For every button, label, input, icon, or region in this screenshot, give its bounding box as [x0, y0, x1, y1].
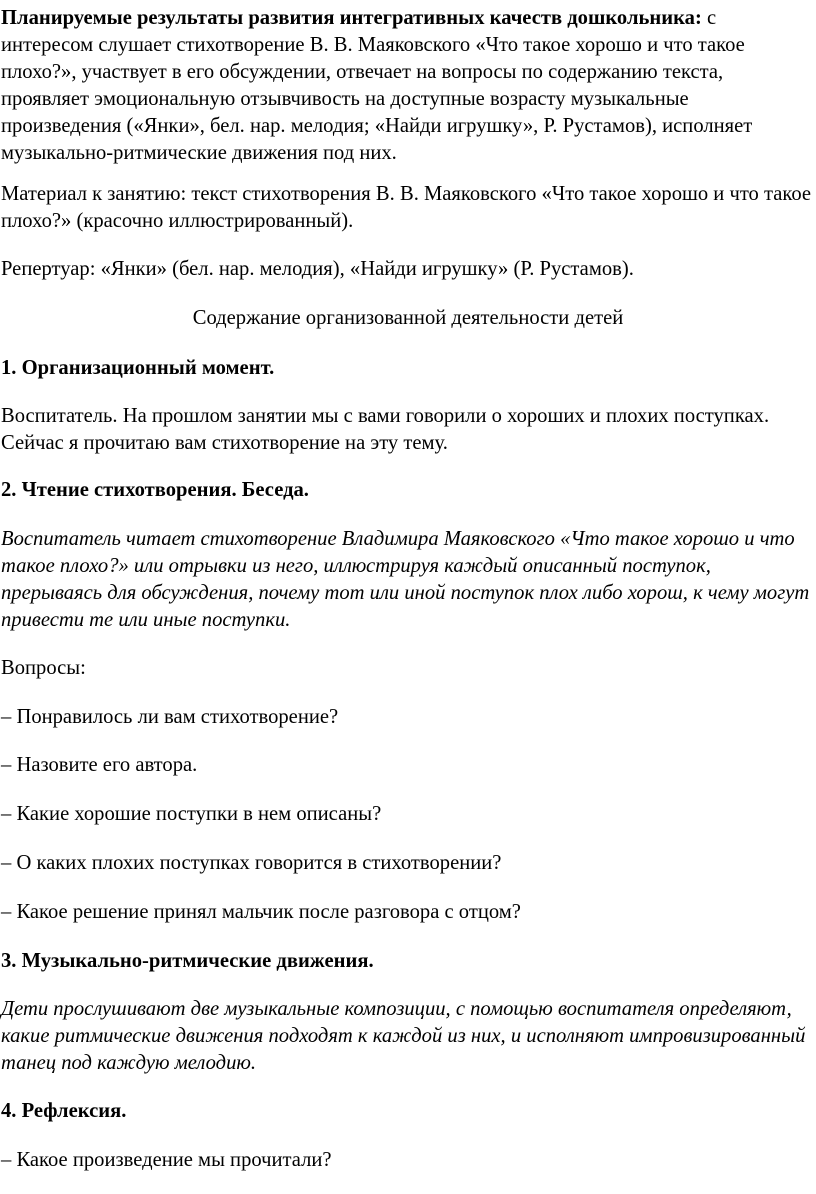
planned-results-paragraph	[1, 5, 812, 167]
question-item: – Назовите его автора.	[1, 754, 198, 776]
question-item: – Какое решение принял мальчик после разговора с отцом?	[1, 901, 521, 923]
questions-label: Вопросы:	[1, 657, 86, 679]
section-3-title: 3. Музыкально-ритмические движения.	[1, 950, 374, 972]
section-4-title: 4. Рефлексия.	[1, 1100, 127, 1122]
section-3-instruction: Дети прослушивают две музыкальные композиции, с помощью воспитателя определяют, какие ритмические движения подходят к каждой из них, и исполняют импровизированный танец под каждую мелодию.	[1, 998, 806, 1074]
content-heading: Содержание организованной деятельности детей	[192, 307, 624, 329]
planned-results-text: с интересом слушает стихотворение В. В. Маяковского «Что такое хорошо и что такое плохо?», участвует в его обсуждении, отвечает на вопросы по содержанию текста, проявляет эмоциональную отзывчивость на доступные возрасту музыкальные произведения («Янки», бел. нар. мелодия; «Найди игрушку», Р. Рустамов), исполняет музыкально-ритмические движения под них.	[1, 7, 753, 164]
material-paragraph: Материал к занятию: текст стихотворения В. В. Маяковского «Что такое хорошо и что такое плохо?» (красочно иллюстрированный).	[1, 183, 812, 232]
section-2-instruction: Воспитатель читает стихотворение Владимира Маяковского «Что такое хорошо и что такое плохо?» или отрывки из него, иллюстрируя каждый описанный поступок, прерываясь для обсуждения, почему тот или иной поступок плох либо хорош, к чему могут привести те или иные поступки.	[1, 528, 810, 631]
question-item: – О каких плохих поступках говорится в стихотворении?	[1, 852, 502, 874]
planned-results-label: Планируемые результаты развития интегративных качеств дошкольника:	[1, 7, 702, 29]
section-1-text: Воспитатель. На прошлом занятии мы с вами говорили о хороших и плохих поступках. Сейчас я прочитаю вам стихотворение на эту тему.	[1, 405, 770, 454]
section-1-title: 1. Организационный момент.	[1, 357, 275, 379]
repertoire-paragraph: Репертуар: «Янки» (бел. нар. мелодия), «Найди игрушку» (Р. Рустамов).	[1, 258, 634, 280]
section-2-title: 2. Чтение стихотворения. Беседа.	[1, 479, 309, 501]
reflection-question-item: – Какое произведение мы прочитали?	[1, 1149, 332, 1171]
question-item: – Какие хорошие поступки в нем описаны?	[1, 803, 382, 825]
question-item: – Понравилось ли вам стихотворение?	[1, 706, 339, 728]
